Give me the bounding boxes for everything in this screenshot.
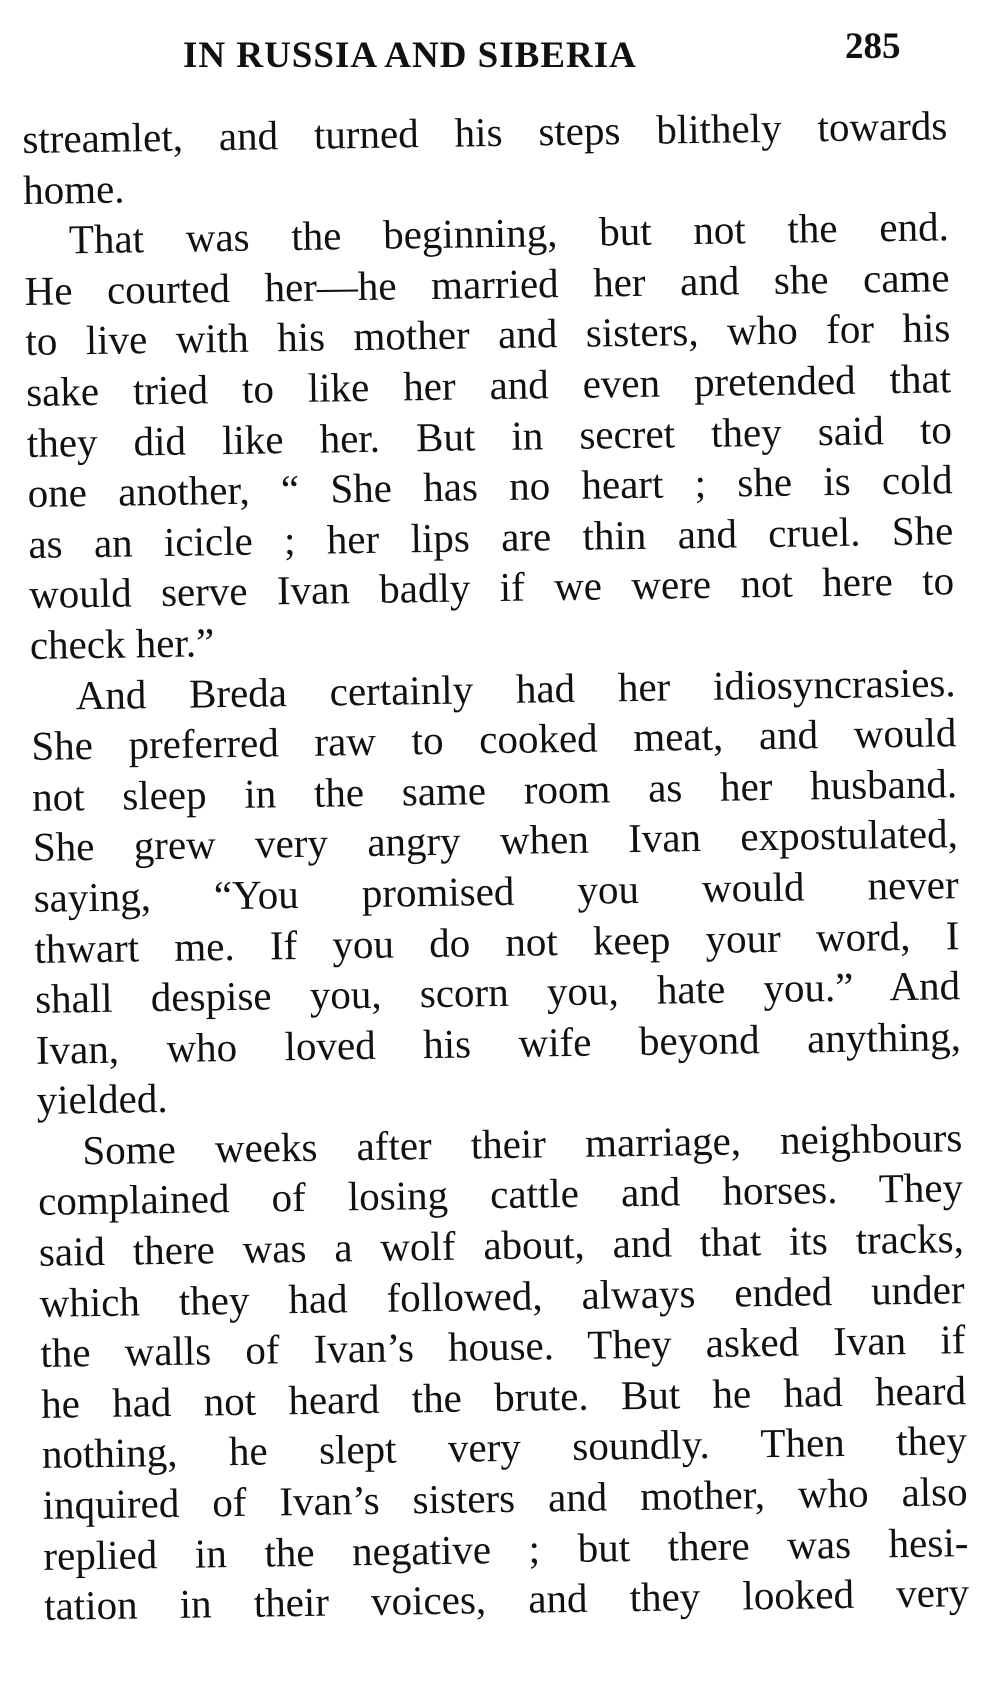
text-line: She preferred raw to cooked meat, and would [31,709,957,770]
page-number: 285 [845,26,901,67]
text-line: as an icicle ; her lips are thin and cruel. She [28,506,954,567]
text-line: inquired of Ivan’s sisters and mother, who also [42,1468,968,1528]
text-line: the walls of Ivan’s house. They asked Ivan if [40,1316,966,1377]
text-line: said there was a wolf about, and that its tracks, [38,1215,965,1275]
body-text [22,100,969,1631]
text-line: shall despise you, scorn you, hate you.” And [34,962,961,1022]
text-line: And Breda certainly had her idiosyncrasies. [75,658,956,718]
text-line: yielded. [36,1075,168,1124]
text-line: which they had followed, always ended under [39,1265,965,1326]
text-line: to live with his mother and sisters, who for his [25,304,951,365]
text-line: they did like her. But in secret they said to [26,405,953,466]
text-line: check her.” [29,619,215,668]
text-line: Some weeks after their marriage, neighbours [82,1114,963,1174]
text-line: replied in the negative ; but there was hesi- [43,1518,969,1579]
text-line: sake tried to like her and even pretended that [25,355,952,415]
text-line: nothing, he slept very soundly. Then they [41,1417,968,1478]
text-line: She grew very angry when Ivan expostulated, [32,810,959,871]
page-header [0,20,1000,90]
text-line: tation in their voices, and they looked very [43,1569,970,1630]
text-line: not sleep in the same room as her husband. [31,759,958,820]
text-line: he had not heard the brute. But he had heard [40,1366,967,1427]
text-line: streamlet, and turned his steps blithely towards [22,102,948,162]
text-line: home. [22,165,125,213]
text-line: one another, “ She has no heart ; she is cold [27,456,953,517]
text-line: saying, “You promised you would never [33,861,959,921]
text-line: Ivan, who loved his wife beyond anything, [35,1012,962,1073]
running-head: IN RUSSIA AND SIBERIA [183,35,637,76]
text-line: That was the beginning, but not the end. [68,203,950,263]
text-line: would serve Ivan badly if we were not here to [28,557,955,618]
text-line: complained of losing cattle and horses. They [37,1164,964,1225]
text-line: thwart me. If you do not keep your word, I [34,911,960,972]
text-line: He courted her—he married her and she came [24,254,950,314]
